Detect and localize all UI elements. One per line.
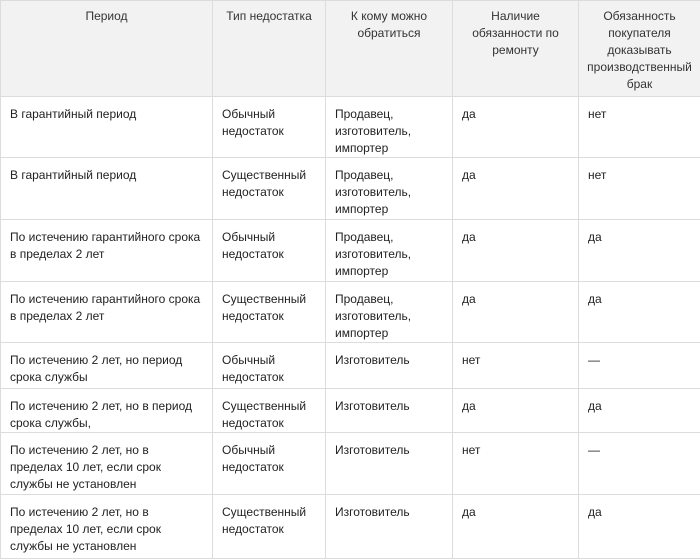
header-period: Период	[1, 1, 213, 97]
cell-repair-duty: да	[453, 158, 579, 220]
cell-period: По истечению гарантийного срока в пределах 2 лет	[1, 282, 213, 343]
cell-repair-duty: да	[453, 97, 579, 158]
cell-contact: Продавец, изготовитель, импортер	[326, 158, 453, 220]
header-contact: К кому можно обратиться	[326, 1, 453, 97]
cell-period: По истечению 2 лет, но период срока службы	[1, 343, 213, 389]
cell-period: По истечению 2 лет, но в период срока службы,	[1, 389, 213, 433]
table-header-row	[1, 1, 700, 97]
cell-contact: Изготовитель	[326, 433, 453, 495]
table-row	[1, 433, 700, 495]
cell-contact: Изготовитель	[326, 495, 453, 559]
cell-buyer-proof-duty: да	[579, 389, 700, 433]
cell-contact: Продавец, изготовитель, импортер	[326, 282, 453, 343]
cell-defect-type: Обычный недостаток	[213, 220, 326, 282]
cell-period: По истечению гарантийного срока в пределах 2 лет	[1, 220, 213, 282]
cell-buyer-proof-duty: —	[579, 433, 700, 495]
cell-buyer-proof-duty: нет	[579, 158, 700, 220]
cell-defect-type: Обычный недостаток	[213, 97, 326, 158]
cell-defect-type: Существенный недостаток	[213, 158, 326, 220]
table-row	[1, 282, 700, 343]
table-row	[1, 343, 700, 389]
header-buyer-proof-duty: Обязанность покупателя доказывать производственный брак	[579, 1, 700, 97]
cell-repair-duty: нет	[453, 343, 579, 389]
cell-defect-type: Обычный недостаток	[213, 343, 326, 389]
cell-defect-type: Существенный недостаток	[213, 495, 326, 559]
cell-defect-type: Обычный недостаток	[213, 433, 326, 495]
cell-period: В гарантийный период	[1, 97, 213, 158]
cell-buyer-proof-duty: да	[579, 495, 700, 559]
header-defect-type: Тип недостатка	[213, 1, 326, 97]
cell-contact: Изготовитель	[326, 343, 453, 389]
cell-buyer-proof-duty: да	[579, 220, 700, 282]
cell-repair-duty: да	[453, 220, 579, 282]
table-row	[1, 495, 700, 559]
table-row	[1, 220, 700, 282]
table-row	[1, 97, 700, 158]
cell-contact: Изготовитель	[326, 389, 453, 433]
cell-contact: Продавец, изготовитель, импортер	[326, 220, 453, 282]
cell-repair-duty: да	[453, 389, 579, 433]
cell-defect-type: Существенный недостаток	[213, 282, 326, 343]
cell-buyer-proof-duty: нет	[579, 97, 700, 158]
cell-buyer-proof-duty: да	[579, 282, 700, 343]
cell-repair-duty: да	[453, 495, 579, 559]
cell-defect-type: Существенный недостаток	[213, 389, 326, 433]
cell-period: По истечению 2 лет, но в пределах 10 лет, если срок службы не установлен	[1, 495, 213, 559]
cell-period: В гарантийный период	[1, 158, 213, 220]
cell-repair-duty: да	[453, 282, 579, 343]
table-row	[1, 389, 700, 433]
cell-contact: Продавец, изготовитель, импортер	[326, 97, 453, 158]
cell-buyer-proof-duty: —	[579, 343, 700, 389]
header-repair-duty: Наличие обязанности по ремонту	[453, 1, 579, 97]
cell-period: По истечению 2 лет, но в пределах 10 лет, если срок службы не установлен	[1, 433, 213, 495]
table-row	[1, 158, 700, 220]
cell-repair-duty: нет	[453, 433, 579, 495]
